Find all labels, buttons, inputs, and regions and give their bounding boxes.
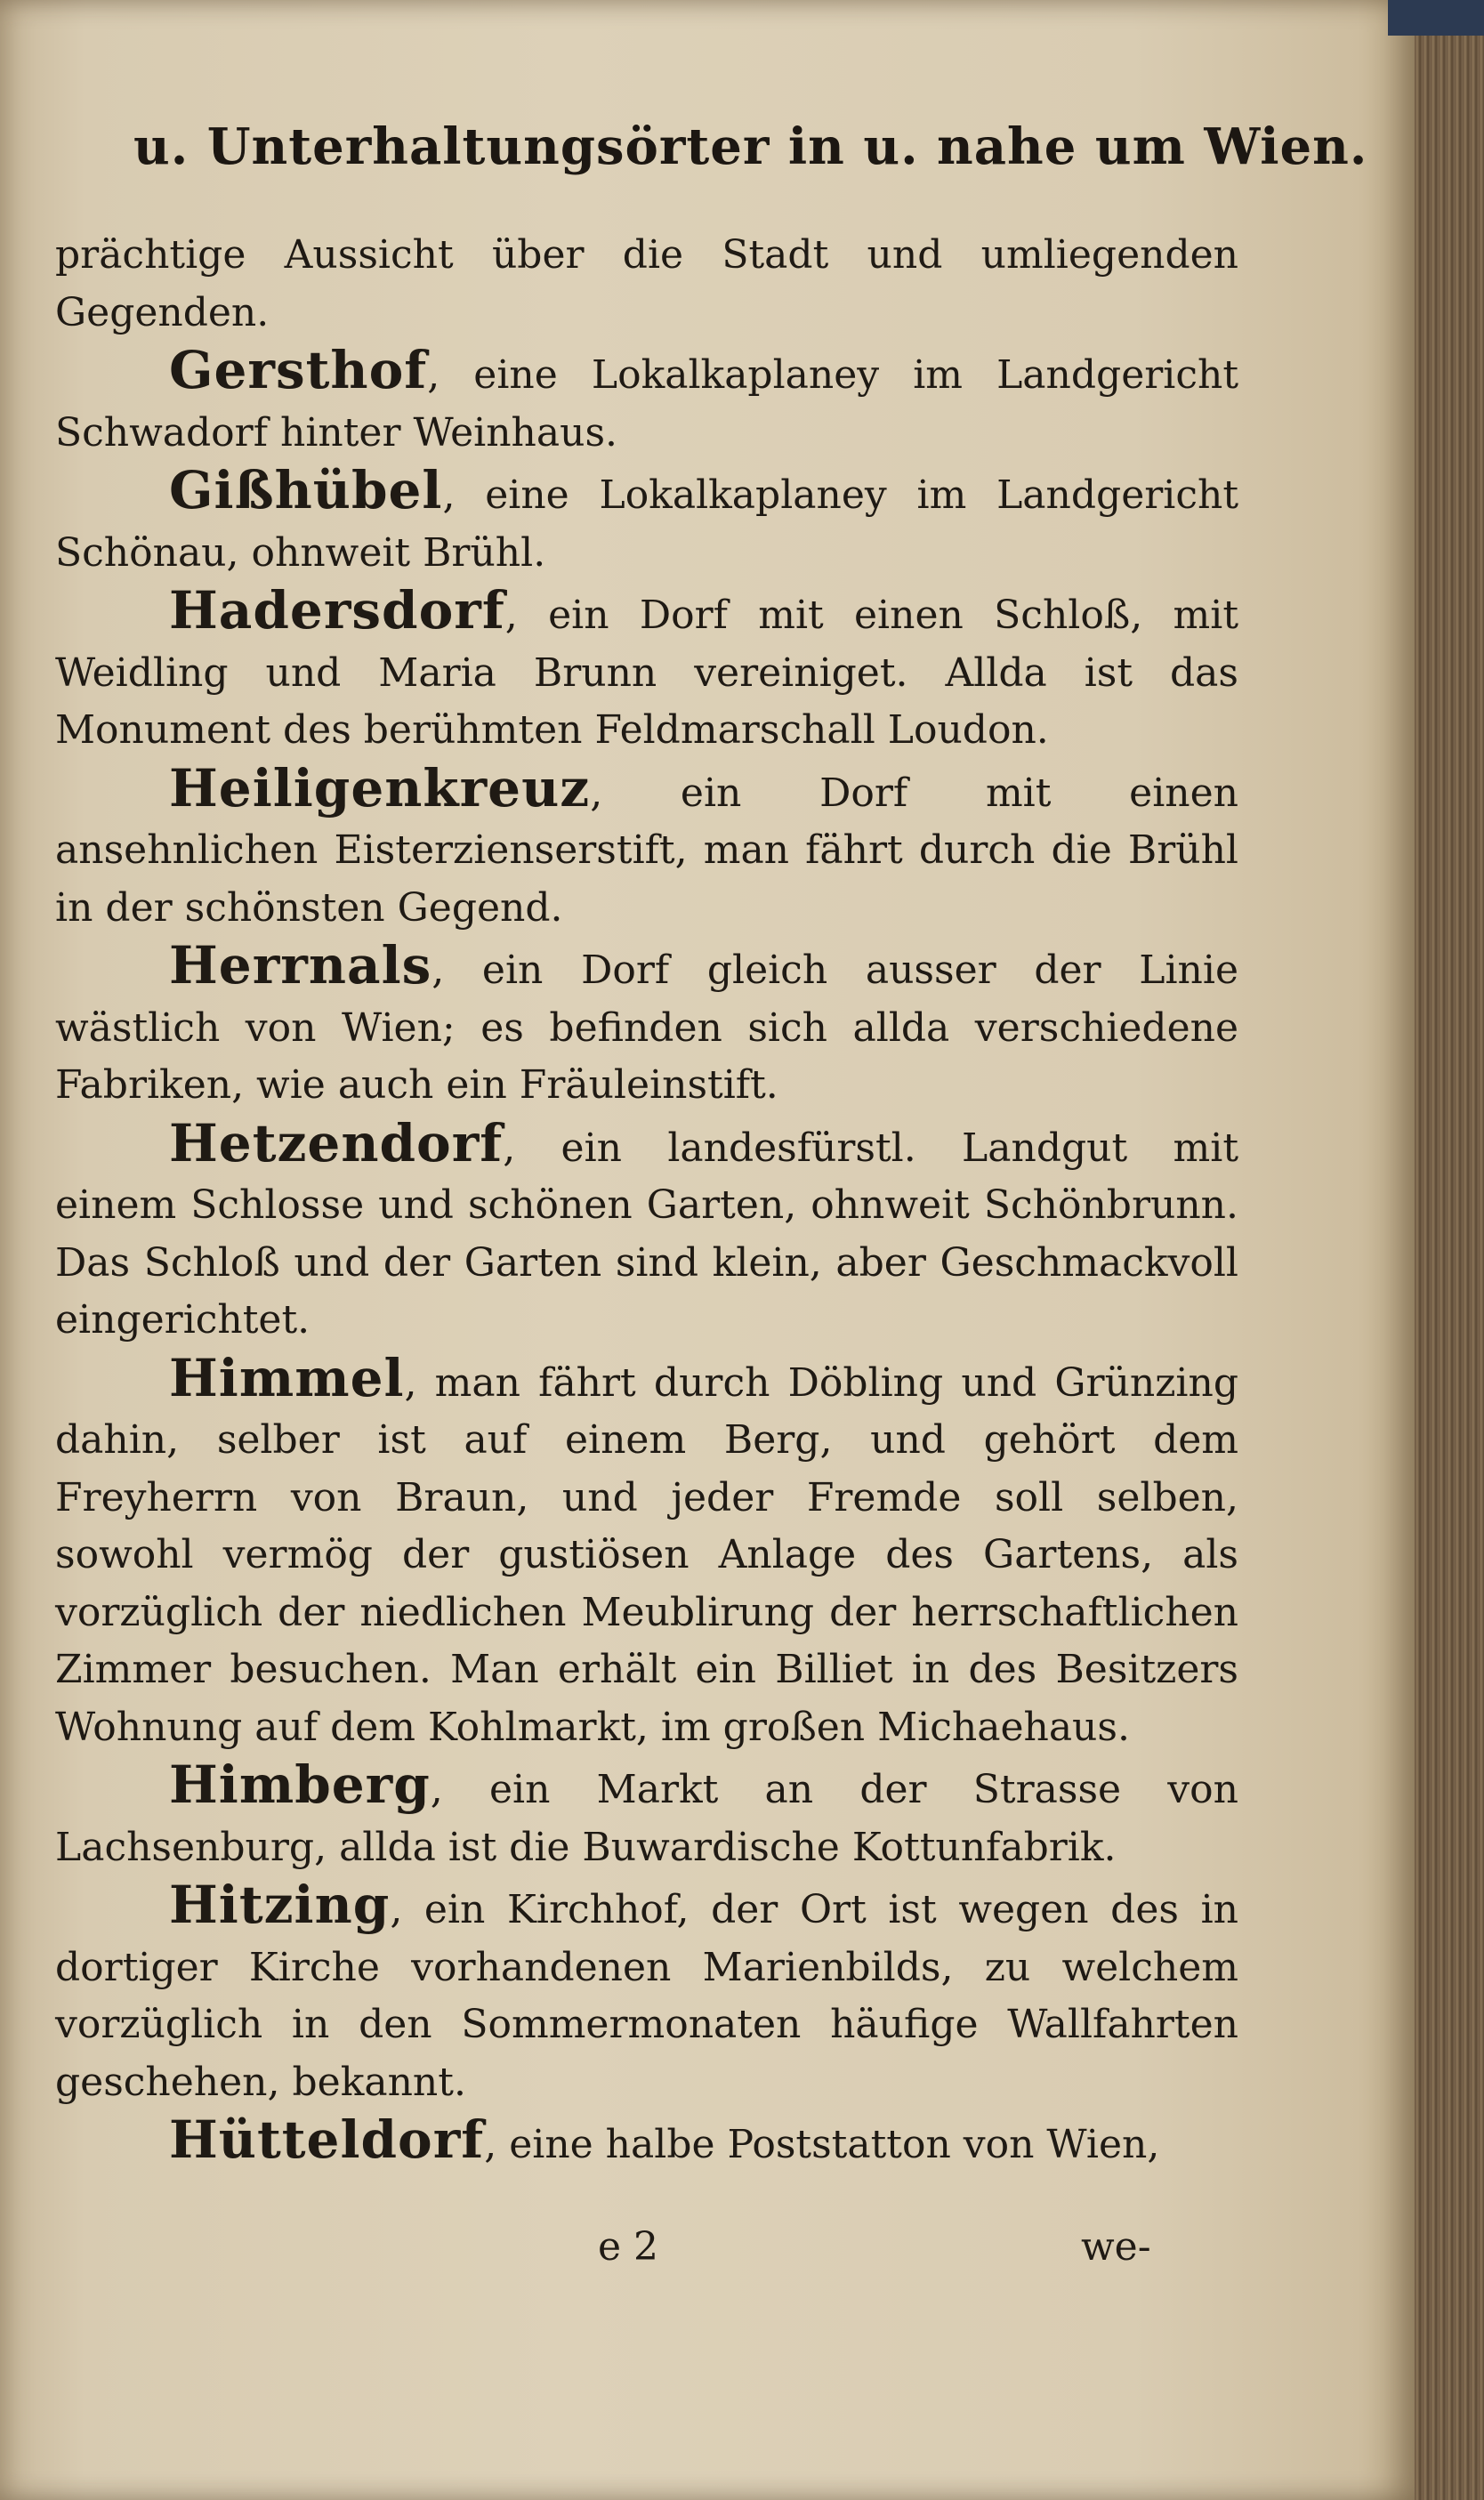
entry-term: Himmel bbox=[169, 1347, 405, 1408]
entry-term: Himberg bbox=[169, 1754, 431, 1815]
entry-term: Hitzing bbox=[169, 1875, 391, 1935]
entry-herrnals bbox=[55, 937, 1238, 1115]
entry-gersthof bbox=[55, 342, 1238, 462]
entry-heiligenkreuz bbox=[55, 757, 1238, 938]
entry-himmel bbox=[55, 1347, 1238, 1757]
signature-mark: e 2 bbox=[598, 2224, 659, 2270]
entry-gisshuebel bbox=[55, 462, 1238, 582]
entry-himberg bbox=[55, 1756, 1238, 1876]
entry-text: , eine Lokalkaplaney im Landgericht Schönau, ohnweit Brühl. bbox=[55, 472, 1238, 576]
entry-text: , man fährt durch Döbling und Grünzing dahin, selber ist auf einem Berg, und gehört dem Freyherrn von Braun, und jeder Fremde soll selben, sowohl vermög der gustiösen Anlage des Gartens, als vorzüglich der niedlichen Meublirung der herrschaftlichen Zimmer besuchen. Man erhält ein Billiet in des Besitzers Wohnung auf dem Kohlmarkt, im großen Michaehaus. bbox=[55, 1359, 1238, 1750]
entry-term: Hetzendorf bbox=[169, 1112, 504, 1173]
entry-text: , ein landesfürstl. Landgut mit einem Schlosse und schönen Garten, ohnweit Schönbrunn. Das Schloß und der Garten sind klein, aber Geschmackvoll eingerichtet. bbox=[55, 1125, 1238, 1343]
entry-text: , ein Dorf mit einen Schloß, mit Weidling und Maria Brunn vereiniget. Allda ist das Monument des berühmten Feldmarschall Loudon. bbox=[55, 593, 1238, 753]
entry-text: , ein Dorf mit einen ansehnlichen Eisterzienserstift, man fährt durch die Brühl in der schönsten Gegend. bbox=[55, 770, 1238, 931]
entry-hetzendorf bbox=[55, 1112, 1238, 1350]
entry-text: , ein Dorf gleich ausser der Linie wästlich von Wien; es befinden sich allda verschiedene Fabriken, wie auch ein Fräuleinstift. bbox=[55, 948, 1238, 1108]
entry-huetteldorf bbox=[55, 2111, 1238, 2174]
body-text bbox=[55, 227, 1238, 2174]
binding-corner bbox=[1388, 0, 1484, 36]
entry-term: Hadersdorf bbox=[169, 580, 505, 641]
entry-term: Gersthof bbox=[169, 340, 428, 400]
running-head: u. Unterhaltungsörter in u. nahe um Wien. bbox=[133, 117, 1368, 176]
entry-text: , eine Lokalkaplaney im Landgericht Schwadorf hinter Weinhaus. bbox=[55, 352, 1238, 456]
entry-hadersdorf bbox=[55, 582, 1238, 760]
page-footer bbox=[0, 2224, 1415, 2278]
entry-term: Hütteldorf bbox=[169, 2109, 485, 2170]
continuation-paragraph: prächtige Aussicht über die Stadt und umliegenden Gegenden. bbox=[55, 232, 1238, 335]
entry-term: Heiligenkreuz bbox=[169, 757, 591, 819]
entry-term: Gißhübel bbox=[169, 460, 443, 520]
page-edges bbox=[1415, 0, 1484, 2500]
entry-text: , ein Kirchhof, der Ort ist wegen des in dortiger Kirche vorhandenen Marienbilds, zu welchem vorzüglich in den Sommermonaten häufige Wallfahrten geschehen, bekannt. bbox=[55, 1887, 1238, 2105]
entry-term: Herrnals bbox=[169, 935, 432, 996]
entry-hitzing bbox=[55, 1876, 1238, 2111]
entry-text: , eine halbe Poststatton von Wien, bbox=[484, 2122, 1160, 2167]
catchword: we- bbox=[1081, 2224, 1151, 2270]
entry-text: , ein Markt an der Strasse von Lachsenburg, allda ist die Buwardische Kottunfabrik. bbox=[55, 1767, 1238, 1870]
